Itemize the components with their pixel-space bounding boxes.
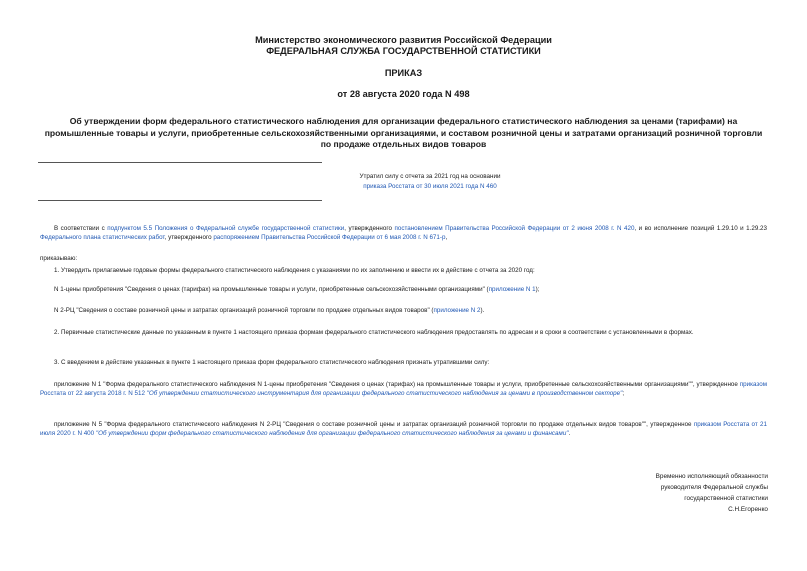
divider-line-2 [38,200,322,201]
signature-position-2: руководителя Федеральной службы [660,484,768,491]
doc-type: ПРИКАЗ [384,68,423,78]
item-2: 2. Первичные статистические данные по указанным в пункте 1 настоящего приказа формам федерального статистического наблюдения предоставлять по адресам и в сроки в соответствии с установленными в формах. [54,329,694,336]
form-1-paragraph [54,285,767,294]
item-3: 3. С введением в действие указанных в пункте 1 настоящего приказа форм федерального статистического наблюдения признать утратившими силу: [54,359,490,366]
preamble-text-4: , утвержденного [164,234,214,242]
form-1-text: N 1-цены приобретения "Сведения о ценах (тарифах) на промышленные товары и услуги, приобретенные сельскохозяйственными организациями" ( [54,286,489,293]
repeal-2-order-link[interactable]: приказом Росстата от 21 июля 2020 г. N 400 [40,421,767,438]
status-note-text: Утратил силу с отчета за 2021 год на основании [359,173,501,180]
preamble-text-3: , и во исполнение позиций 1.29.10 и 1.29.23 [634,225,767,232]
ministry-name: Министерство экономического развития Российской Федерации [255,35,552,45]
appendix-2-link[interactable]: приложение N 2 [433,307,481,314]
form-1-end: ); [535,286,540,293]
preamble-link-decree[interactable]: распоряжением Правительства Российской Федерации от 6 мая 2008 г. N 671-р [213,234,446,242]
repeal-2-title-link[interactable]: "Об утверждении форм федерального статистического наблюдения для организации федерального статистического наблюдения за ценами и финансами" [94,430,569,438]
repeal-1-title-link[interactable]: "Об утверждении статистического инструментария для организации федерального статистического наблюдения за ценами в производственном секторе" [144,390,623,398]
form-2-end: ). [480,307,485,314]
preamble-link-regulation[interactable]: подпунктом 5.5 Положения о Федеральной службе государственной статистики [107,225,345,232]
form-2-text: N 2-РЦ "Сведения о составе розничной цены и затратах организаций розничной торговли по продаже отдельных видов товаров" ( [54,307,434,314]
signature-name: С.Н.Егоренко [728,506,768,513]
preamble-text-1: В соответствии с [54,225,108,232]
repeal-1-end: ; [622,390,625,398]
signature-block [560,471,768,515]
divider-line-1 [38,162,322,163]
doc-title: Об утверждении форм федерального статистического наблюдения для организации федерального статистического наблюдения за ценами (тарифами) на промышленные товары и услуги, приобретенные сельскохозяйственными организациями, и составом розничной цены и затратами организаций розничной торговли по продаже отдельных видов товаров [44,116,763,149]
preamble-text-5: , [445,234,448,242]
preamble-link-plan[interactable]: Федерального плана статистических работ [40,234,165,242]
signature-position-3: государственной статистики [684,495,768,502]
item-1: 1. Утвердить прилагаемые годовые формы федерального статистического наблюдения с указаниями по их заполнению и ввести их в действие с отчета за 2020 год: [54,267,535,274]
order-word: приказываю: [40,255,78,262]
doc-date-number: от 28 августа 2020 года N 498 [337,89,470,99]
repeal-1-text: приложение N 1 "Форма федерального статистического наблюдения N 1-цены приобретения "Сведения о ценах (тарифах) на промышленные товары и услуги, приобретенные сельскохозяйственными организациями"", утвержденное [54,381,740,388]
status-note-link[interactable]: приказа Росстата от 30 июля 2021 года N 460 [363,183,497,190]
repeal-2-text: приложение N 5 "Форма федерального статистического наблюдения N 2-РЦ "Сведения о составе розничной цены и затратах организаций розничной торговли по продаже отдельных видов товаров"", утвержденное [54,421,694,428]
appendix-1-link[interactable]: приложение N 1 [488,286,536,293]
repeal-2-paragraph [40,420,767,438]
signature-position-1: Временно исполняющий обязанности [655,473,768,480]
repeal-2-end: . [568,430,571,438]
preamble-paragraph [40,224,767,242]
preamble-link-resolution[interactable]: постановлением Правительства Российской Федерации от 2 июня 2008 г. N 420 [394,225,635,232]
status-note [330,172,530,192]
preamble-text-2: , утвержденного [344,225,395,232]
service-name: ФЕДЕРАЛЬНАЯ СЛУЖБА ГОСУДАРСТВЕННОЙ СТАТИСТИКИ [266,46,541,56]
form-2-paragraph [54,306,767,315]
repeal-1-paragraph [40,380,767,398]
repeal-1-order-link[interactable]: приказом Росстата от 22 августа 2018 г. N 512 [40,381,767,398]
